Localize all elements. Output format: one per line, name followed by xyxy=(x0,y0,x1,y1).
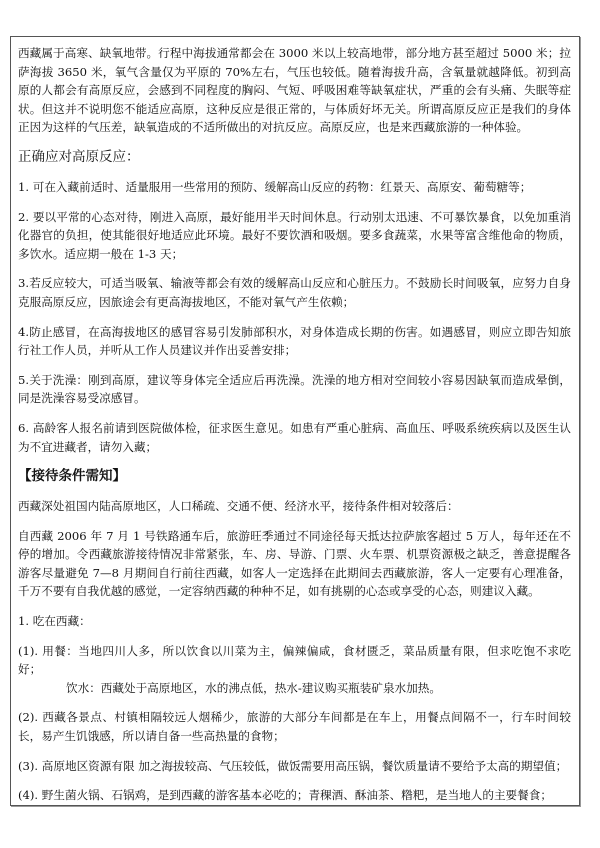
list-item: 2. 要以平常的心态对待，刚进入高原，最好能用半天时间休息。行动别太迅速、不可暴饮暴食，以免加重消化器官的负担，使其能很好地适应此环境。最好不要饮酒和吸烟。要多食蔬菜，水果等富含维他命的物质，多饮水。适应期一般在 1-3 天； xyxy=(18,209,571,261)
list-item: 1. 可在入藏前适时、适量服用一些常用的预防、缓解高山反应的药物：红景天、高原安、葡萄糖等； xyxy=(18,179,532,194)
list-item: 6. 高龄客人报名前请到医院做体检，征求医生意见。如患有严重心脏病、高血压、呼吸系统疾病以及医生认为不宜进藏者，请勿入藏； xyxy=(18,420,571,454)
intro-paragraph: 西藏属于高寒、缺氧地带。行程中海拔通常都会在 3000 米以上较高地带，部分地方甚至超过 5000 米；拉萨海拔 3650 米，氧气含量仅为平原的 70%左右，气压也较低。随着海拔升高，含氧量就越降低。初到高原的人都会有高原反应，会感到不同程度的胸闷、气短、呼吸困难等缺氧症状，严重的会有头痛、失眠等症状。但这并不说明您不能适应高原，这种反应是很正常的，与体质好坏无关。所谓高原反应正是我们的身体正因为这样的气压差，缺氧造成的不适所做出的对抗反应。高原反应，也是来西藏旅游的一种体验。 xyxy=(18,46,571,135)
sub-heading-food: 1. 吃在西藏： xyxy=(18,614,91,629)
section-heading-altitude: 正确应对高原反应： xyxy=(18,148,140,165)
list-item: (1). 用餐：当地四川人多，所以饮食以川菜为主，偏辣偏咸，食材匮乏，菜品质量有限，但求吃饱不求吃好； xyxy=(18,643,571,677)
list-item: 5.关于洗澡：刚到高原，建议等身体完全适应后再洗澡。洗澡的地方相对空间较小容易因缺氧而造成晕倒，同是洗澡容易受凉感冒。 xyxy=(18,372,571,406)
section-heading-reception: 【接待条件需知】 xyxy=(18,468,126,485)
list-item: (4). 野生菌火锅、石锅鸡，是到西藏的游客基本必吃的；青稞酒、酥油茶、糌粑，是当地人的主要餐食； xyxy=(18,788,552,803)
list-item: 3.若反应较大，可适当吸氧、输液等都会有效的缓解高山反应和心脏压力。不鼓励长时间吸氧，应努力自身克服高原反应，因旅途会有更高海拔地区，不能对氧气产生依赖； xyxy=(18,276,571,309)
paragraph: 西藏深处祖国内陆高原地区，人口稀疏、交通不便、经济水平，接待条件相对较落后： xyxy=(18,499,459,514)
list-item: 饮水：西藏处于高原地区，水的沸点低，热水-建议购买瓶装矿泉水加热。 xyxy=(66,680,441,695)
list-item: (3). 高原地区资源有限 加之海拔较高、气压较低，做饭需要用高压锅，餐饮质量请不要给予太高的期望值； xyxy=(18,758,568,773)
document-box xyxy=(10,36,580,806)
list-item: 4.防止感冒，在高海拔地区的感冒容易引发肺部积水，对身体造成长期的伤害。如遇感冒，则应立即告知旅行社工作人员，并听从工作人员建议并作出妥善安排； xyxy=(18,324,571,358)
paragraph: 自西藏 2006 年 7 月 1 号铁路通车后，旅游旺季通过不同途径每天抵达拉萨旅客超过 5 万人，每年还在不停的增加。令西藏旅游接待情况非常紧张，车、房、导游、门票、火车票、机票资源极之缺乏，善意提醒各游客尽量避免 7—8 月期间自行前往西藏，如客人一定选择在此期间去西藏旅游，客人一定要有心理准备，千万不要有自我优越的感觉，一定容纳西藏的种种不足，如有挑剔的心态或享受的心态，则建议入藏。 xyxy=(18,528,571,599)
list-item: (2). 西藏各景点、村镇相隔较远人烟稀少，旅游的大部分车间都是在车上，用餐点间隔不一，行车时间较长，易产生饥饿感，所以请自备一些高热量的食物； xyxy=(18,710,571,744)
